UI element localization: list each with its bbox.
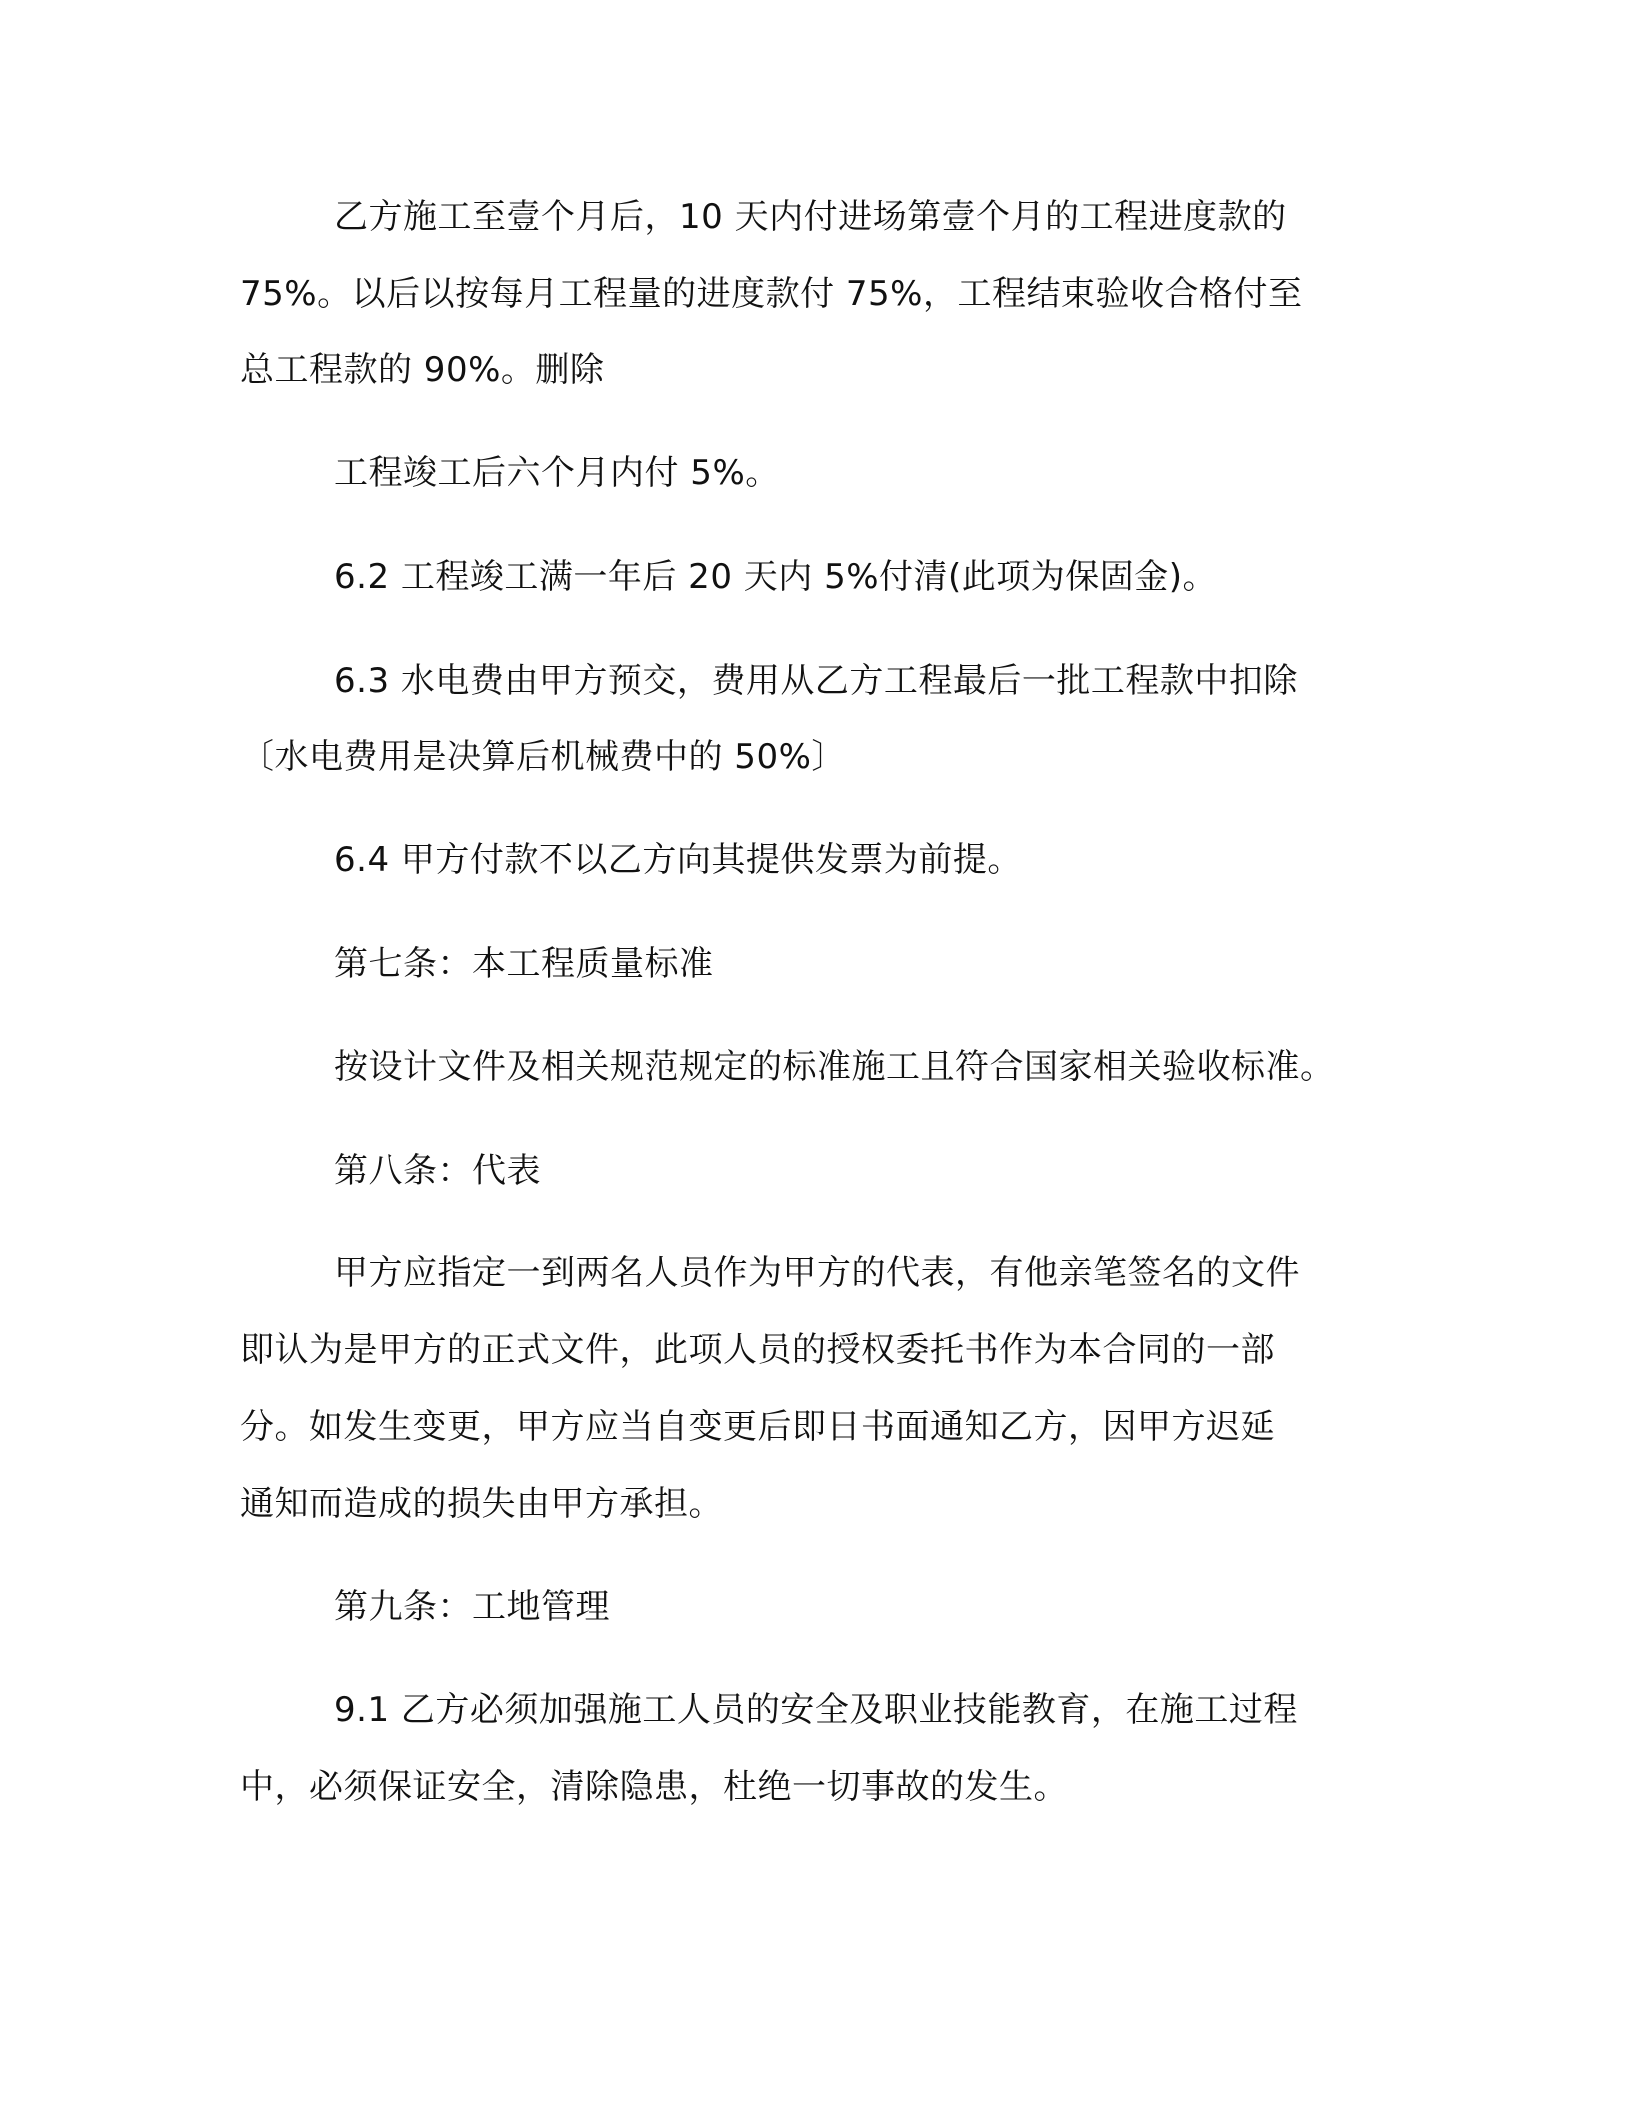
paragraph-line: 75%。以后以按每月工程量的进度款付 75%，工程结束验收合格付至 [240,274,1303,314]
paragraph-line: 工程竣工后六个月内付 5%。 [334,453,780,493]
section-heading: 第七条：本工程质量标准 [334,944,714,984]
paragraph-line: 即认为是甲方的正式文件，此项人员的授权委托书作为本合同的一部 [240,1330,1275,1370]
paragraph-line: 〔水电费用是决算后机械费中的 50%〕 [240,737,846,777]
paragraph-line: 通知而造成的损失由甲方承担。 [240,1484,723,1524]
paragraph-line: 6.3 水电费由甲方预交，费用从乙方工程最后一批工程款中扣除 [334,661,1298,701]
paragraph-line: 乙方施工至壹个月后，10 天内付进场第壹个月的工程进度款的 [334,197,1287,237]
paragraph-line: 总工程款的 90%。删除 [240,350,605,390]
paragraph-line: 分。如发生变更，甲方应当自变更后即日书面通知乙方，因甲方迟延 [240,1407,1275,1447]
paragraph-line: 中，必须保证安全，清除隐患，杜绝一切事故的发生。 [240,1767,1068,1807]
paragraph-line: 甲方应指定一到两名人员作为甲方的代表，有他亲笔签名的文件 [334,1253,1300,1293]
paragraph-line: 9.1 乙方必须加强施工人员的安全及职业技能教育，在施工过程 [334,1690,1298,1730]
section-heading: 第九条：工地管理 [334,1587,610,1627]
paragraph-line: 按设计文件及相关规范规定的标准施工且符合国家相关验收标准。 [334,1047,1335,1087]
section-heading: 第八条：代表 [334,1151,541,1191]
paragraph-line: 6.4 甲方付款不以乙方向其提供发票为前提。 [334,840,1022,880]
paragraph-line: 6.2 工程竣工满一年后 20 天内 5%付清(此项为保固金)。 [334,557,1218,597]
